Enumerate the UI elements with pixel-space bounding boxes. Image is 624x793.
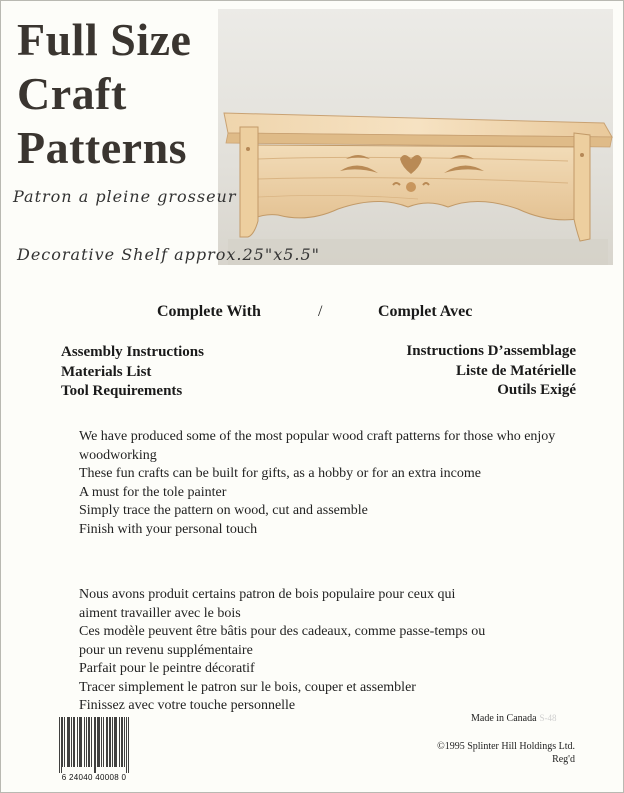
- text-line: Parfait pour le peintre décoratif: [79, 661, 255, 676]
- feature-item: Outils Exigé: [497, 382, 576, 398]
- page-title: [17, 13, 191, 175]
- feature-item: Materials List: [61, 363, 152, 380]
- text-line: woodworking: [79, 447, 157, 463]
- barcode-number: 6 24040 40008 0: [61, 773, 127, 782]
- text-line: aiment travailler avec le bois: [79, 605, 241, 621]
- copyright-text: ©1995 Splinter Hill Holdings Ltd.: [437, 741, 575, 752]
- shelf-photo: [218, 9, 613, 265]
- faint-stamp: S-48: [539, 713, 557, 723]
- subtitle-french: Patron a pleine grosseur: [13, 187, 237, 206]
- feature-item: Tool Requirements: [61, 383, 183, 399]
- copyright-block: [437, 740, 575, 766]
- text-line: Simply trace the pattern on wood, cut and assemble: [79, 503, 368, 518]
- made-in-canada: [471, 713, 557, 724]
- text-line: Nous avons produit certains patron de bois populaire pour ceux qui: [79, 587, 456, 602]
- features-english: [61, 343, 204, 402]
- text-line: We have produced some of the most popular wood craft patterns for those who enjoy: [79, 429, 556, 444]
- title-line-1: Full Size: [17, 14, 192, 65]
- feature-item: Assembly Instructions: [61, 344, 204, 360]
- text-line: Ces modèle peuvent être bâtis pour des cadeaux, comme passe-temps ou: [79, 624, 486, 639]
- title-line-3: Patterns: [17, 122, 188, 173]
- feature-item: Liste de Matérielle: [456, 362, 576, 379]
- product-description: Decorative Shelf approx.25"x5.5": [17, 245, 321, 264]
- heading-separator: /: [318, 303, 323, 320]
- text-line: These fun crafts can be built for gifts, as a hobby or for an extra income: [79, 466, 481, 481]
- decorative-shelf-illustration: [218, 9, 613, 265]
- text-line: Finish with your personal touch: [79, 521, 258, 537]
- text-line: pour un revenu supplémentaire: [79, 642, 253, 658]
- text-line: Tracer simplement le patron sur le bois, couper et assembler: [79, 679, 416, 695]
- registered-text: Reg'd: [552, 754, 575, 765]
- text-line: Finissez avec votre touche personnelle: [79, 698, 296, 713]
- complete-with-heading: Complete With: [157, 303, 261, 320]
- complet-avec-heading: Complet Avec: [378, 303, 473, 320]
- made-in-label: Made in Canada: [471, 713, 537, 724]
- description-english: [79, 428, 555, 539]
- text-line: A must for the tole painter: [79, 484, 227, 500]
- feature-item: Instructions D’assemblage: [406, 343, 576, 359]
- features-french: [406, 342, 576, 401]
- barcode-icon: [59, 717, 129, 773]
- title-line-2: Craft: [17, 68, 127, 119]
- description-french: [79, 586, 485, 716]
